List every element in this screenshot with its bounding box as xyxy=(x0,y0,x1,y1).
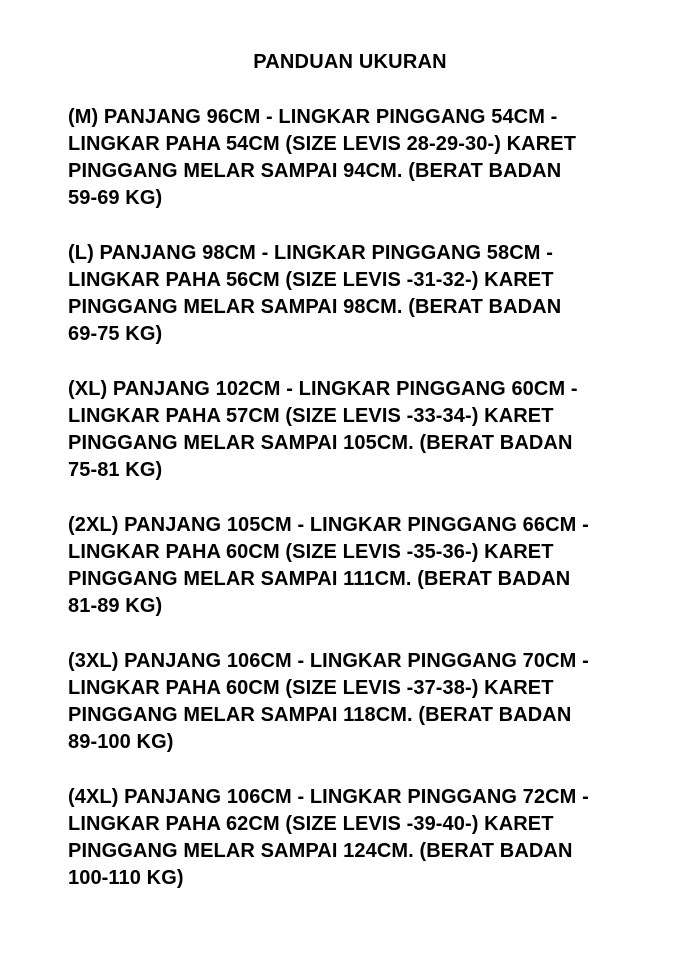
size-list xyxy=(68,104,638,920)
size-block-m xyxy=(68,104,638,212)
size-line: (3XL) PANJANG 106CM - LINGKAR PINGGANG 70CM - xyxy=(68,650,589,672)
size-block-xl xyxy=(68,376,638,484)
size-line: PINGGANG MELAR SAMPAI 105CM. (BERAT BADAN xyxy=(68,432,573,454)
size-line: LINGKAR PAHA 60CM (SIZE LEVIS -37-38-) KARET xyxy=(68,677,554,699)
size-line: LINGKAR PAHA 62CM (SIZE LEVIS -39-40-) KARET xyxy=(68,813,554,835)
size-line: PINGGANG MELAR SAMPAI 111CM. (BERAT BADAN xyxy=(68,568,571,590)
size-line: PINGGANG MELAR SAMPAI 118CM. (BERAT BADAN xyxy=(68,704,572,726)
page-title: PANDUAN UKURAN xyxy=(253,51,447,73)
size-line: (M) PANJANG 96CM - LINGKAR PINGGANG 54CM - xyxy=(68,106,558,128)
size-line: 75-81 KG) xyxy=(68,459,163,481)
size-block-2xl xyxy=(68,512,638,620)
size-line: LINGKAR PAHA 54CM (SIZE LEVIS 28-29-30-) KARET xyxy=(68,133,577,155)
size-line: 69-75 KG) xyxy=(68,323,163,345)
size-line: LINGKAR PAHA 57CM (SIZE LEVIS -33-34-) KARET xyxy=(68,405,554,427)
size-line: 81-89 KG) xyxy=(68,595,163,617)
size-line: 59-69 KG) xyxy=(68,187,163,209)
size-line: 100-110 KG) xyxy=(68,867,184,889)
size-block-l xyxy=(68,240,638,348)
size-block-3xl xyxy=(68,648,638,756)
size-line: (L) PANJANG 98CM - LINGKAR PINGGANG 58CM - xyxy=(68,242,553,264)
size-line: PINGGANG MELAR SAMPAI 94CM. (BERAT BADAN xyxy=(68,160,562,182)
size-line: (XL) PANJANG 102CM - LINGKAR PINGGANG 60CM - xyxy=(68,378,578,400)
size-line: 89-100 KG) xyxy=(68,731,174,753)
size-line: LINGKAR PAHA 56CM (SIZE LEVIS -31-32-) KARET xyxy=(68,269,554,291)
size-line: PINGGANG MELAR SAMPAI 98CM. (BERAT BADAN xyxy=(68,296,562,318)
size-line: (2XL) PANJANG 105CM - LINGKAR PINGGANG 66CM - xyxy=(68,514,589,536)
size-line: LINGKAR PAHA 60CM (SIZE LEVIS -35-36-) KARET xyxy=(68,541,554,563)
size-block-4xl xyxy=(68,784,638,892)
size-line: PINGGANG MELAR SAMPAI 124CM. (BERAT BADAN xyxy=(68,840,573,862)
size-line: (4XL) PANJANG 106CM - LINGKAR PINGGANG 72CM - xyxy=(68,786,589,808)
